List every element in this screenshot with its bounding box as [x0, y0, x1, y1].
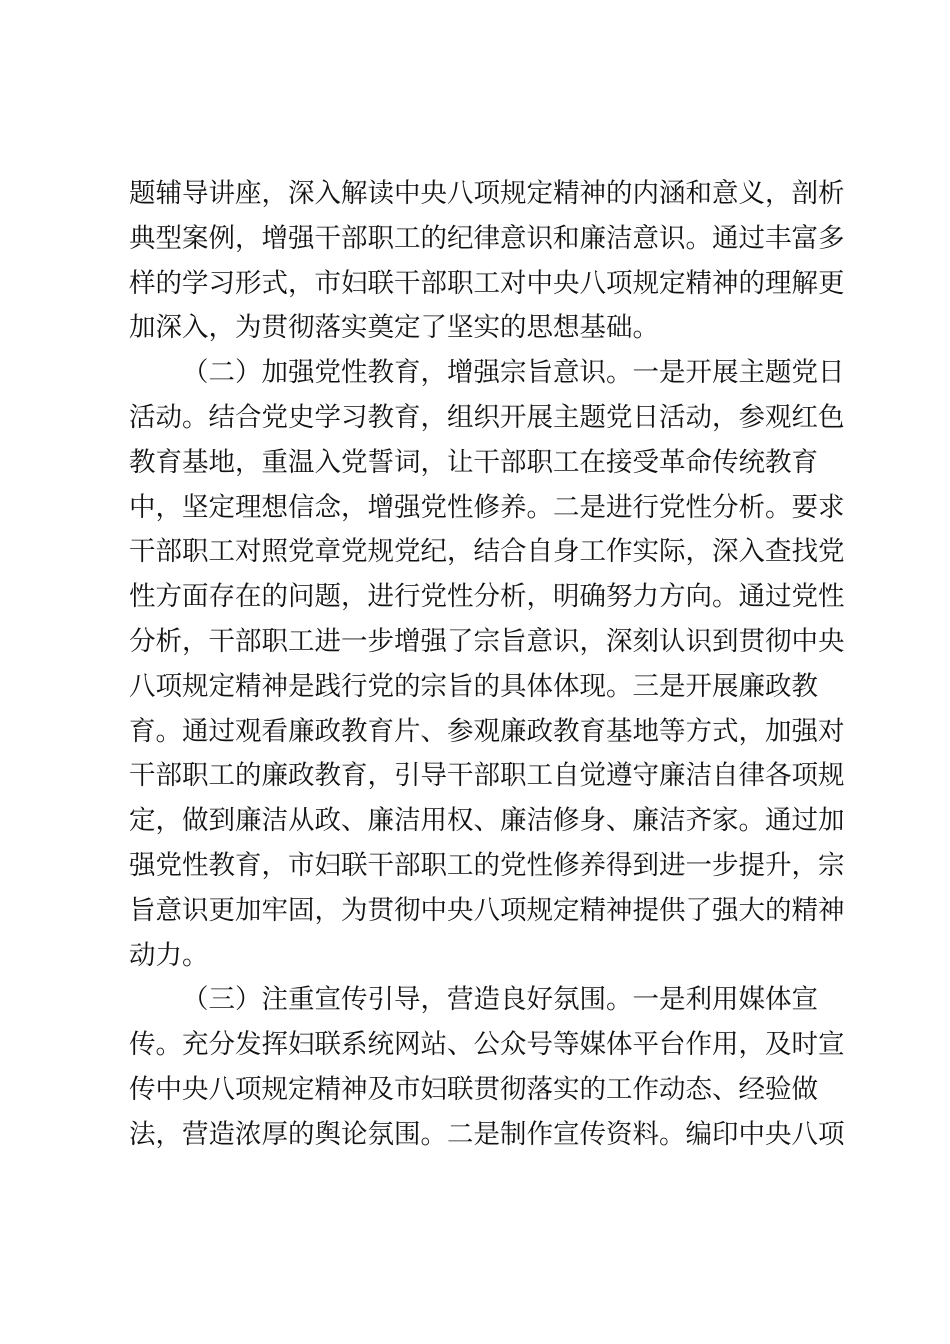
text-line: 中，坚定理想信念，增强党性修养。二是进行党性分析。要求: [129, 491, 845, 523]
text-line: 育。通过观看廉政教育片、参观廉政教育基地等方式，加强对: [129, 715, 845, 747]
text-line: 传中央八项规定精神及市妇联贯彻落实的工作动态、经验做: [129, 1073, 818, 1105]
text-line: 八项规定精神是践行党的宗旨的具体体现。三是开展廉政教: [129, 670, 818, 702]
paragraph-2: [129, 351, 845, 978]
text-line: 加深入，为贯彻落实奠定了坚实的思想基础。: [129, 312, 659, 344]
text-line: 教育基地，重温入党誓词，让干部职工在接受革命传统教育: [129, 446, 818, 478]
text-line: 干部职工的廉政教育，引导干部职工自觉遵守廉洁自律各项规: [129, 760, 845, 792]
text-line: 传。充分发挥妇联系统网站、公众号等媒体平台作用，及时宣: [129, 1029, 845, 1061]
paragraph-3: [129, 978, 845, 1157]
paragraph-1: [129, 172, 845, 351]
text-line: 样的学习形式，市妇联干部职工对中央八项规定精神的理解更: [129, 267, 845, 299]
text-line: 题辅导讲座，深入解读中央八项规定精神的内涵和意义，剖析: [129, 178, 845, 209]
section-heading-line: （二）加强党性教育，增强宗旨意识。一是开展主题党日: [182, 357, 845, 389]
document-body: [129, 172, 845, 1158]
text-line: 干部职工对照党章党规党纪，结合自身工作实际，深入查找党: [129, 536, 845, 568]
text-line: 动力。: [129, 939, 209, 971]
text-line: 法，营造浓厚的舆论氛围。二是制作宣传资料。编印中央八项: [129, 1118, 845, 1150]
text-line: 性方面存在的问题，进行党性分析，明确努力方向。通过党性: [129, 581, 845, 613]
text-line: 活动。结合党史学习教育，组织开展主题党日活动，参观红色: [129, 401, 845, 433]
text-line: 典型案例，增强干部职工的纪律意识和廉洁意识。通过丰富多: [129, 222, 845, 254]
text-line: 强党性教育，市妇联干部职工的党性修养得到进一步提升，宗: [129, 849, 845, 881]
text-line: 定，做到廉洁从政、廉洁用权、廉洁修身、廉洁齐家。通过加: [129, 805, 845, 837]
section-heading-line: （三）注重宣传引导，营造良好氛围。一是利用媒体宣: [182, 984, 818, 1016]
text-line: 分析，干部职工进一步增强了宗旨意识，深刻认识到贯彻中央: [129, 625, 845, 657]
text-line: 旨意识更加牢固，为贯彻中央八项规定精神提供了强大的精神: [129, 894, 845, 926]
